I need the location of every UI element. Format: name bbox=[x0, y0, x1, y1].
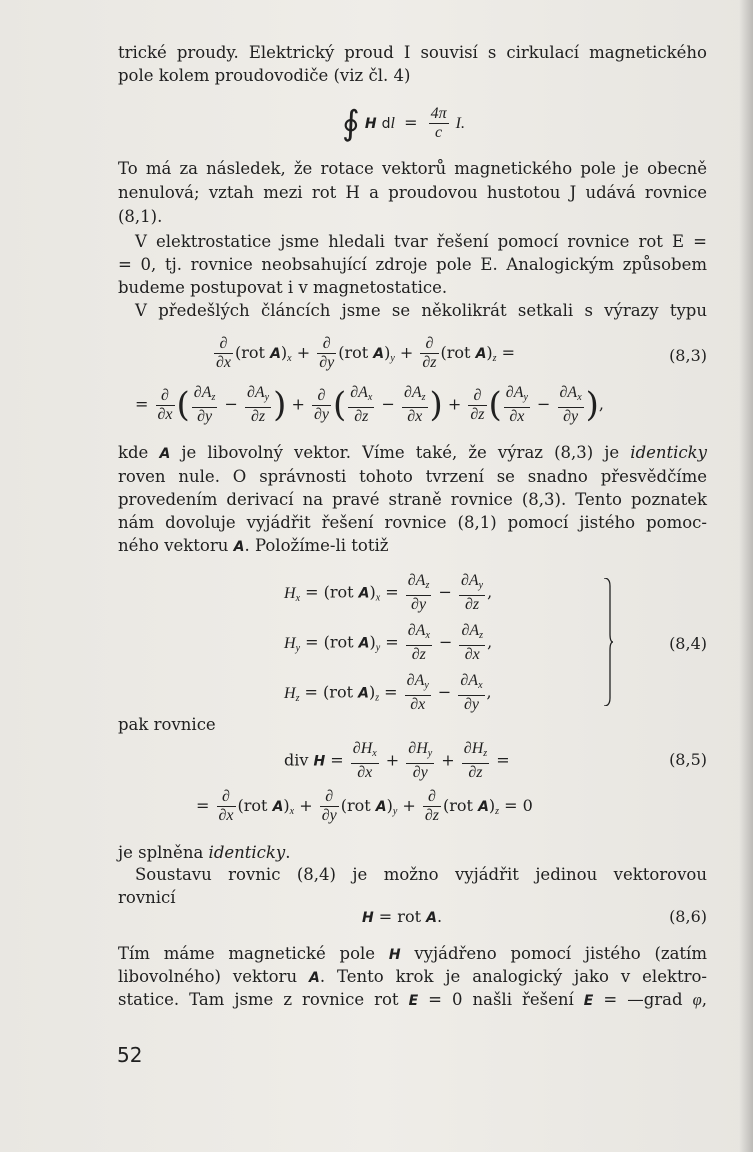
text-line-2: pole kolem proudovodiče (viz čl. 4) bbox=[118, 66, 411, 85]
equation-8-4-line-1: $H_x = (rot$ $A)_x$ = $\frac{\partial A_z}{\partial y}$ − $\frac{\partial A_y}{\partial z}$ , bbox=[284, 572, 493, 613]
text-line-4: nenulová; vztah mezi rot H a proudovou hustotou J udává rovnice bbox=[118, 183, 707, 202]
text-line-19: Tím máme magnetické pole H vyjádřeno pomocí jistého (zatím bbox=[118, 944, 707, 963]
text-line-21: statice. Tam jsme z rovnice rot E = 0 našli řešení E = —grad φ, bbox=[118, 990, 707, 1009]
text-line-1: trické proudy. Elektrický proud I souvisí s cirkulací magnetického bbox=[118, 43, 707, 62]
text-line-15: pak rovnice bbox=[118, 715, 216, 734]
text-line-3: To má za následek, že rotace vektorů magnetického pole je obecně bbox=[118, 159, 707, 178]
equation-number-8-3: (8,3) bbox=[669, 346, 707, 365]
text-line-18: rovnicí bbox=[118, 888, 176, 907]
equation-number-8-5: (8,5) bbox=[669, 750, 707, 769]
equation-number-8-4: (8,4) bbox=[669, 634, 707, 653]
text-line-6: V elektrostatice jsme hledali tvar řešení pomocí rovnice rot E = bbox=[135, 232, 707, 251]
equation-8-4-line-2: $H_y = (rot$ $A)_y$ = $\frac{\partial A_x}{\partial z}$ − $\frac{\partial A_z}{\partial x}$ , bbox=[284, 622, 493, 663]
text-line-10: kde A je libovolný vektor. Víme také, že výraz (8,3) je identicky bbox=[118, 443, 707, 462]
text-line-7: = 0, tj. rovnice neobsahující zdroje pole E. Analogickým způsobem bbox=[118, 255, 707, 274]
text-line-5: (8,1). bbox=[118, 207, 163, 226]
contour-integral-symbol: ∮ bbox=[342, 103, 360, 144]
page-number: 52 bbox=[117, 1043, 143, 1067]
page-edge-shadow bbox=[739, 0, 753, 1152]
equation-8-6: H = rot A. bbox=[362, 907, 443, 926]
text-line-14: ného vektoru A. Položíme-li totiž bbox=[118, 536, 389, 555]
equation-8-5-line-2: = $\frac{\partial}{\partial x}$ (rot $A)_x$ + $\frac{\partial}{\partial y}$ (rot $A)_y$ + $\frac{\partial}{\partial z}$ (rot $A)_z = 0$ bbox=[196, 788, 533, 824]
text-line-12: provedením derivací na pravé straně rovnice (8,3). Tento poznatek bbox=[118, 490, 707, 509]
equation-8-3-line-1: $\frac{\partial}{\partial x}$ (rot $A)_x$ + $\frac{\partial}{\partial y}$ (rot $A)_y$ + $\frac{\partial}{\partial z}$ (rot $A)_z$ = bbox=[216, 335, 516, 371]
text-line-11: roven nule. O správnosti tohoto tvrzení se snadno přesvědčíme bbox=[118, 467, 707, 486]
equation-8-5-line-1: div H = $\frac{\partial H_x}{\partial x}$ + $\frac{\partial H_y}{\partial y}$ + $\frac{\partial H_z}{\partial z}$ = bbox=[284, 740, 510, 781]
equation-number-8-6: (8,6) bbox=[669, 907, 707, 926]
equation-8-4-line-3: $H_z = (rot$ $A)_z$ = $\frac{\partial A_y}{\partial x}$ − $\frac{\partial A_x}{\partial y}$ , bbox=[284, 672, 492, 713]
text-line-20: libovolného) vektoru A. Tento krok je analogický jako v elektro- bbox=[118, 967, 707, 986]
text-line-13: nám dovoluje vyjádřit řešení rovnice (8,1) pomocí jistého pomoc- bbox=[118, 513, 707, 532]
text-line-9: V předešlých článcích jsme se několikrát setkali s výrazy typu bbox=[135, 301, 707, 320]
text-line-16: je splněna identicky. bbox=[118, 843, 291, 862]
text-line-17: Soustavu rovnic (8,4) je možno vyjádřit jedinou vektorovou bbox=[135, 865, 707, 884]
equation-ampere: ∮ H dl = $\frac{4\pi}{c}$ I. bbox=[342, 103, 465, 144]
equation-8-3-line-2: = $\frac{\partial}{\partial x}$ ( $\frac{\partial A_z}{\partial y}$ − $\frac{\partial A_y}{\partial z}$ ) + $\frac{\partial}{\partial y}$ ( $\frac{\partial A_x}{\partial z}$ − $\frac{\partial A_z}{\partial x}$ ) + $\frac{\partial}{\partial z}$ ( $\frac{\partial A_y}{\partial x}$ − $\frac{\partial A_x}{\partial y}$ ), bbox=[135, 384, 604, 425]
right-brace bbox=[603, 578, 613, 706]
text-line-8: budeme postupovat i v magnetostatice. bbox=[118, 278, 448, 297]
